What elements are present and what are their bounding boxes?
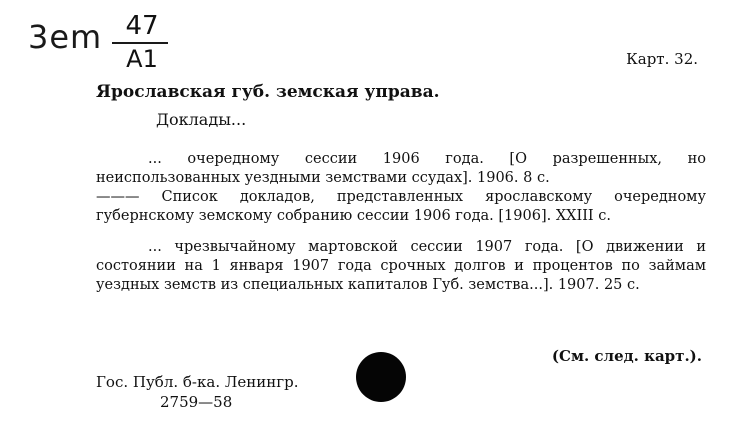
stamp-library-name: Гос. Публ. б-ка. Ленингр. (96, 373, 299, 391)
ink-blot (356, 352, 406, 402)
handwritten-code-prefix: 3em (28, 18, 103, 56)
entry-3: ... чрезвычайному мартовской сессии 1907 года. [О движении и состоянии на 1 января 1907 года срочных долгов и процентов по займам уездных земств из специальных капиталов Губ. земства...]. 1907. 25 с. (96, 239, 706, 293)
handwritten-code-numerator: 47 (125, 11, 159, 41)
card-subheading: Доклады... (156, 110, 247, 129)
card-number: Карт. 32. (626, 50, 698, 68)
entry-2: ——— Список докладов, представленных ярославскому очередному губернскому земскому собранию сессии 1906 года. [1906]. XXIII с. (96, 189, 706, 224)
handwritten-code-denominator: A1 (126, 45, 158, 73)
card-heading: Ярославская губ. земская управа. (96, 82, 440, 102)
handwritten-code-fraction (118, 12, 166, 72)
fraction-bar (112, 42, 168, 44)
stamp-number: 2759—58 (160, 393, 233, 411)
continuation-note: (См. след. карт.). (551, 347, 702, 365)
entry-1: ... очередному сессии 1906 года. [О разрешенных, но неиспользованных уездными земствами ссудах]. 1906. 8 с. (96, 151, 706, 186)
library-stamp (96, 372, 298, 412)
